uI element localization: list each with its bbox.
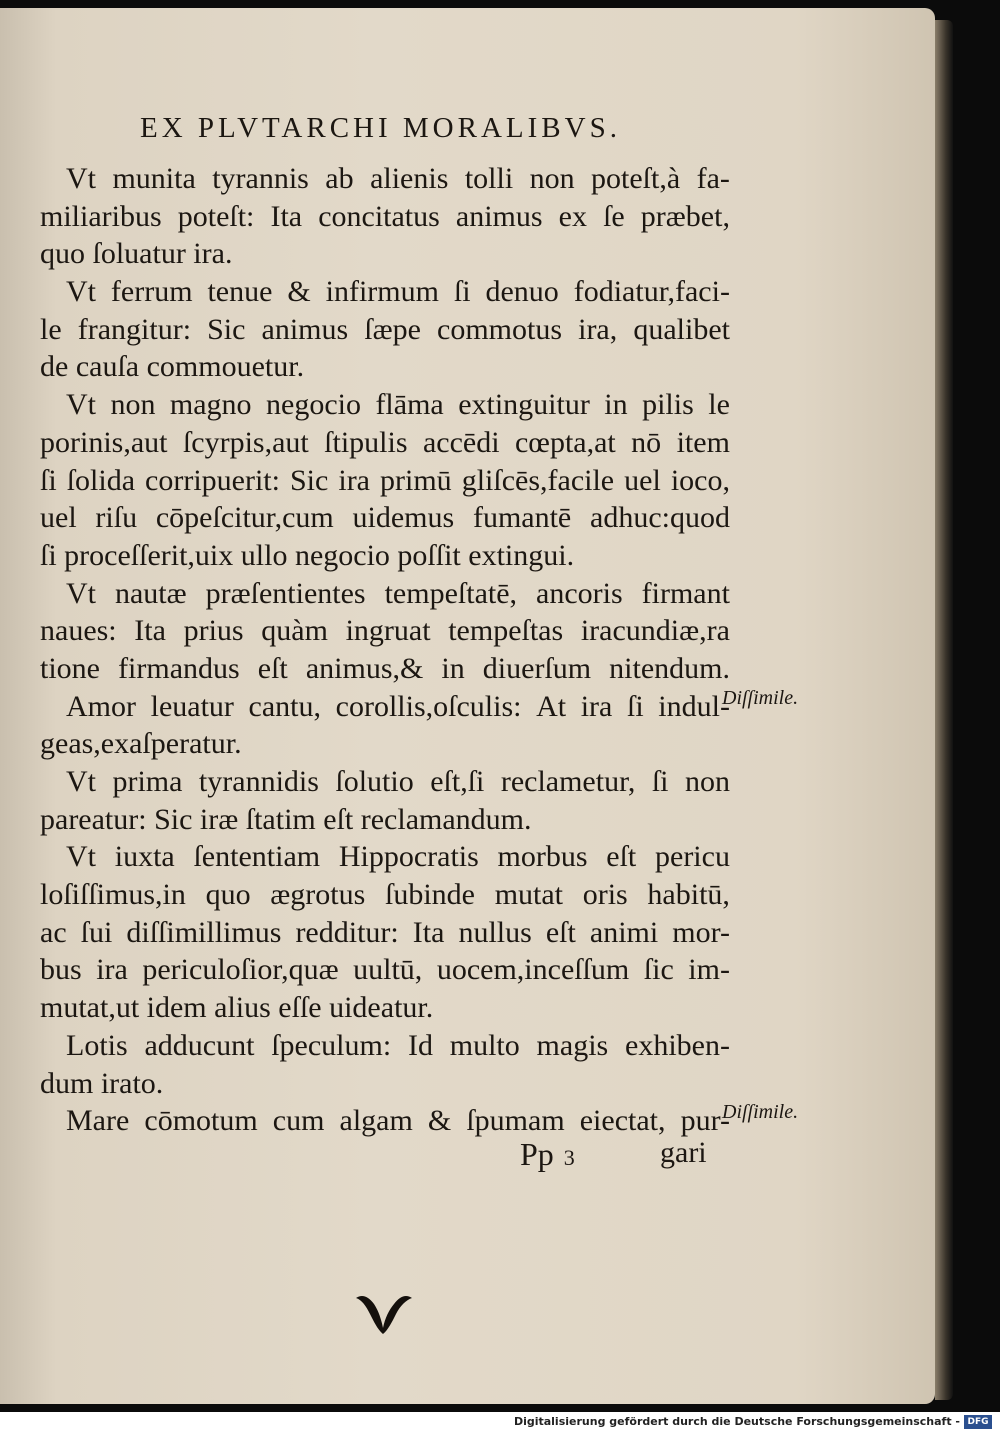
text-line [40,273,730,311]
word: prius [183,614,244,648]
word: uidemus [352,501,455,535]
signature-mark [520,1136,575,1173]
word: pur- [680,1104,730,1138]
word: tolli [464,162,514,195]
running-head: EX PLVTARCHI MORALIBVS. [140,112,621,144]
word: algam [339,1104,413,1138]
word: quo [205,878,251,912]
word: tyrannis [212,162,309,195]
word: ab [325,162,354,195]
word: Ita [270,199,303,233]
word: Vt [66,275,96,309]
dfg-logo: DFG [964,1415,992,1429]
word: eiectat, [579,1104,666,1138]
word: bus [40,953,82,987]
word: infirmum [325,275,439,309]
text-line [40,575,730,613]
word: cantu, [248,689,322,723]
word: & [427,1104,452,1138]
word: & [287,275,311,309]
word: concitatus [318,199,440,233]
word: Ita [412,915,445,949]
word: denuo [485,275,559,309]
word: ira, [578,312,618,346]
text-line-content: dum irato. [40,1066,164,1100]
word: Amor [66,689,136,723]
text-line [40,1065,730,1103]
margin-note-dissimile-2: Diſſimile. [722,1101,799,1123]
word: uultū, [353,953,423,987]
word: firmandus [118,651,240,685]
text-line [40,462,730,500]
signature-letters: Pp [520,1136,554,1172]
text-line [40,838,730,876]
word: ingruat [345,614,431,648]
word: ioco, [670,463,730,497]
word: nautæ [114,576,187,610]
word: non [684,765,730,798]
word: morbus [497,840,588,874]
word: im- [688,953,730,987]
word: pericu [655,840,730,874]
word: ex [558,199,587,233]
word: alienis [370,162,449,195]
word: ſi [626,689,644,723]
margin-note-dissimile-1: Diſſimile. [722,687,799,709]
word: ſolutio [335,765,414,798]
word: tempeſtas [448,614,564,648]
text-line [40,612,730,650]
word: in [441,651,465,685]
word: firmant [641,576,730,610]
word: adhuc:quod [590,501,730,535]
word: Id [407,1028,433,1062]
text-line [40,1027,730,1065]
word: prima [112,765,183,798]
word: diuerſum [482,651,592,685]
word: tenue [207,275,273,309]
word: uel [40,501,77,535]
fleuron-v-icon [352,1290,414,1336]
word: ægrotus [270,878,366,912]
word: ferrum [110,275,193,309]
word: fa- [696,162,730,195]
text-line-content: quo ſoluatur ira. [40,237,233,271]
word: tyrannidis [198,765,319,798]
word: eſt [545,915,576,949]
text-line [40,1102,730,1140]
word: Sic [207,312,246,346]
word: ira [96,953,128,987]
word: ſpumam [466,1104,565,1138]
word: pilis [642,388,694,422]
word: Vt [66,840,96,874]
word: magis [536,1028,609,1062]
word: naues: [40,614,117,648]
text-line [40,311,730,349]
footer-bar [0,1412,1000,1433]
word: oris [582,878,628,912]
word: ancoris [536,576,623,610]
word: riſu [95,501,138,535]
word: le [40,312,62,346]
word: accēdi [422,425,500,459]
text-line [40,537,730,575]
text-line [40,198,730,236]
text-line [40,763,730,801]
text-line [40,348,730,386]
word: porinis,aut [40,425,168,459]
text-line-content: geas,exaſperatur. [40,727,242,761]
word: commotus [437,312,563,346]
word: redditur: [295,915,399,949]
word: magno [169,388,252,422]
catchword: gari [660,1136,707,1169]
word: non [529,162,575,195]
word: ſi [453,275,471,309]
signature-number: 3 [563,1145,575,1170]
word: Lotis [66,1028,128,1062]
body-text [40,160,730,1140]
word: ira [338,463,370,497]
word: animi [589,915,659,949]
word: cōmotum [144,1104,258,1138]
word: fodiatur,faci- [573,275,730,309]
word: præbet, [640,199,730,233]
text-line-content: ſi proceſſerit,uix ullo negocio poſſit extingui. [40,538,575,572]
word: tempeſtatē, [384,576,518,610]
word: ſubinde [384,878,475,912]
word: miliaribus [40,199,162,233]
word: non [110,388,156,422]
word: quàm [261,614,328,648]
word: ira [580,689,613,723]
text-line [40,989,730,1027]
word: cōpeſcitur,cum [155,501,334,535]
word: diſſimillimus [126,915,282,949]
word: le [708,388,730,422]
text-line [40,914,730,952]
word: animus [261,312,349,346]
word: negocio [266,388,361,422]
word: periculoſior,quæ [142,953,339,987]
text-line [40,235,730,273]
word: nullus [458,915,532,949]
word: tione [40,651,100,685]
text-line-content: mutat,ut idem alius eſſe uideatur. [40,991,434,1025]
word: At [536,689,567,723]
word: Ita [134,614,166,648]
word: nitendum. [609,651,730,685]
word: nō [631,425,662,459]
word: ſtipulis [324,425,408,459]
word: habitū, [647,878,730,912]
text-line [40,424,730,462]
word: animus,& [305,651,424,685]
word: uel [624,463,661,497]
word: extinguitur [458,388,590,422]
word: loſiſſimus,in [40,878,186,912]
word: ſi [651,765,669,798]
page-edge [935,20,953,1400]
word: Vt [66,162,96,195]
text-line [40,688,730,726]
word: gliſcēs,facile [461,463,615,497]
word: Vt [66,576,96,610]
word: eſt [257,651,288,685]
word: cum [272,1104,325,1138]
word: animus [455,199,543,233]
word: primū [380,463,452,497]
word: mor- [672,915,730,949]
word: Hippocratis [338,840,479,874]
word: uocem,inceſſum [436,953,630,987]
footer-credit: Digitalisierung gefördert durch die Deutsche Forschungsgemeinschaft - [513,1415,960,1428]
word: ac [40,915,67,949]
word: ſi [40,463,57,497]
word: multo [449,1028,520,1062]
word: iuxta [114,840,175,874]
word: reclametur, [500,765,636,798]
word: qualibet [633,312,730,346]
text-line-content: de cauſa commouetur. [40,350,305,384]
text-line [40,386,730,424]
word: cœpta,at [514,425,616,459]
word: ſcyrpis,aut [182,425,309,459]
word: fumantē [472,501,572,535]
word: item [676,425,730,459]
word: ſe [603,199,625,233]
text-line [40,160,730,198]
word: munita [112,162,196,195]
word: exhiben- [625,1028,730,1062]
word: ſic [643,953,674,987]
word: eſt,ſi [430,765,485,798]
text-line [40,801,730,839]
word: adducunt [144,1028,255,1062]
word: eſt [606,840,637,874]
word: leuatur [150,689,234,723]
word: ſui [80,915,113,949]
text-line [40,499,730,537]
text-line-content: pareatur: Sic iræ ſtatim eſt reclamandum. [40,802,532,836]
word: corollis,oſculis: [335,689,522,723]
word: Vt [66,765,96,798]
word: Sic [290,463,329,497]
text-line [40,876,730,914]
word: ſpeculum: [271,1028,392,1062]
word: ſæpe [364,312,421,346]
text-line [40,650,730,688]
word: in [604,388,628,422]
word: corripuerit: [145,463,280,497]
word: ſententiam [193,840,321,874]
word: poteſt,à [591,162,681,195]
word: poteſt: [177,199,255,233]
word: Mare [66,1104,130,1138]
word: mutat [494,878,564,912]
word: ſolida [66,463,136,497]
word: flāma [375,388,444,422]
word: iracundiæ,ra [580,614,730,648]
word: indul- [658,689,730,723]
text-line [40,725,730,763]
word: præſentientes [205,576,366,610]
text-line [40,951,730,989]
word: Vt [66,388,96,422]
word: frangitur: [77,312,192,346]
